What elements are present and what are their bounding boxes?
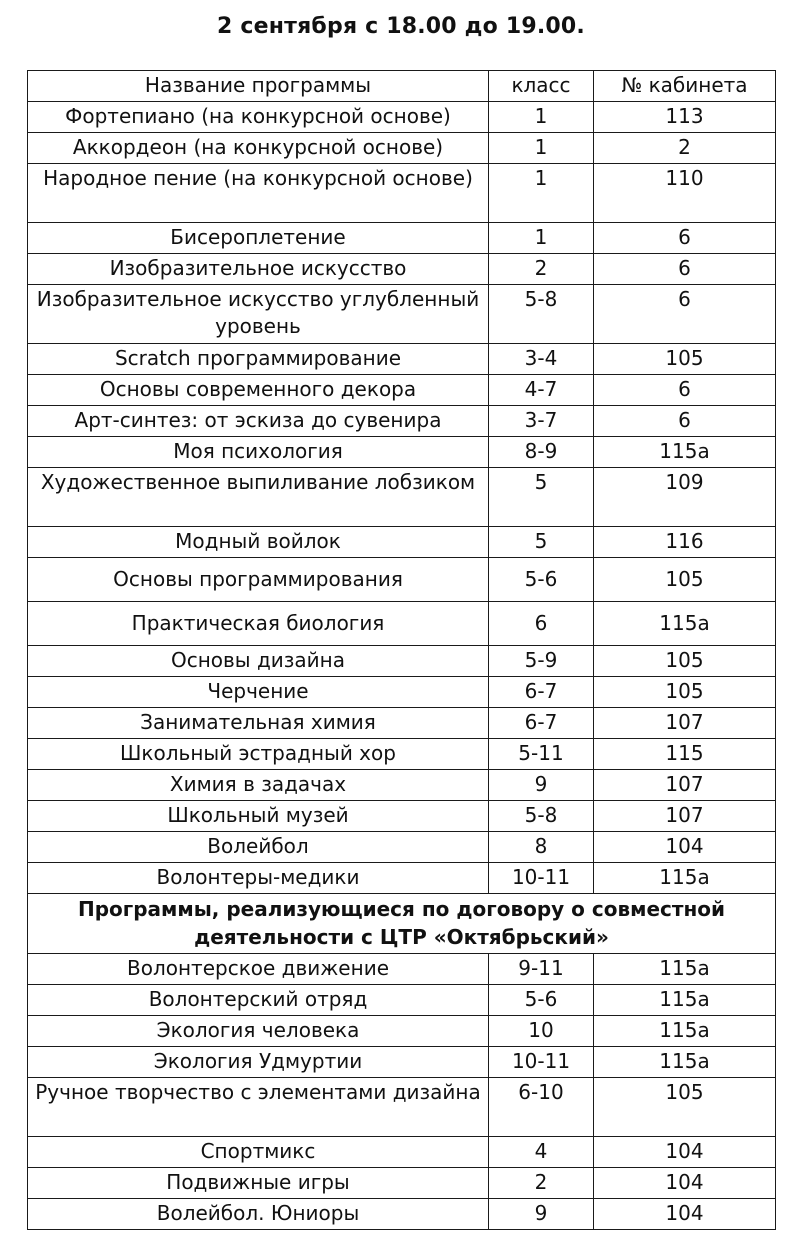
program-grade: 5 [489, 468, 594, 527]
header-room: № кабинета [594, 71, 776, 102]
program-name: Scratch программирование [28, 344, 489, 375]
table-row [28, 164, 776, 223]
program-room: 115а [594, 1016, 776, 1047]
program-room: 115а [594, 437, 776, 468]
header-program-name: Название программы [28, 71, 489, 102]
page-title: 2 сентября с 18.00 до 19.00. [217, 14, 585, 39]
program-grade: 9 [489, 1199, 594, 1230]
table-row [28, 863, 776, 894]
table-header-row [28, 71, 776, 102]
table-row [28, 527, 776, 558]
program-room: 107 [594, 708, 776, 739]
program-grade: 5-8 [489, 285, 594, 344]
program-name: Школьный музей [28, 801, 489, 832]
program-grade: 3-4 [489, 344, 594, 375]
program-grade: 1 [489, 164, 594, 223]
table-row [28, 602, 776, 646]
table-row [28, 646, 776, 677]
table-row [28, 677, 776, 708]
program-grade: 6-7 [489, 708, 594, 739]
program-grade: 6-7 [489, 677, 594, 708]
program-name: Ручное творчество с элементами дизайна [28, 1078, 489, 1137]
program-room: 105 [594, 1078, 776, 1137]
table-row [28, 223, 776, 254]
program-grade: 4 [489, 1137, 594, 1168]
program-grade: 5-6 [489, 558, 594, 602]
section-header-row [28, 894, 776, 954]
program-room: 107 [594, 770, 776, 801]
program-room: 105 [594, 558, 776, 602]
program-name: Модный войлок [28, 527, 489, 558]
program-grade: 2 [489, 1168, 594, 1199]
program-grade: 5-6 [489, 985, 594, 1016]
program-name: Аккордеон (на конкурсной основе) [28, 133, 489, 164]
program-grade: 2 [489, 254, 594, 285]
program-grade: 5-11 [489, 739, 594, 770]
program-name: Фортепиано (на конкурсной основе) [28, 102, 489, 133]
program-grade: 8 [489, 832, 594, 863]
program-name: Экология Удмуртии [28, 1047, 489, 1078]
program-room: 104 [594, 1137, 776, 1168]
table-row [28, 1199, 776, 1230]
program-room: 113 [594, 102, 776, 133]
program-name: Занимательная химия [28, 708, 489, 739]
table-row [28, 468, 776, 527]
program-name: Народное пение (на конкурсной основе) [28, 164, 489, 223]
program-name: Школьный эстрадный хор [28, 739, 489, 770]
program-room: 6 [594, 223, 776, 254]
program-name: Экология человека [28, 1016, 489, 1047]
program-name: Спортмикс [28, 1137, 489, 1168]
table-row [28, 801, 776, 832]
table-row [28, 1137, 776, 1168]
program-grade: 5 [489, 527, 594, 558]
program-name: Химия в задачах [28, 770, 489, 801]
program-grade: 3-7 [489, 406, 594, 437]
program-name: Художественное выпиливание лобзиком [28, 468, 489, 527]
program-grade: 1 [489, 102, 594, 133]
program-grade: 5-8 [489, 801, 594, 832]
schedule-table [27, 70, 776, 1230]
program-name: Основы современного декора [28, 375, 489, 406]
table-row [28, 1047, 776, 1078]
program-name: Практическая биология [28, 602, 489, 646]
program-room: 6 [594, 406, 776, 437]
program-room: 104 [594, 832, 776, 863]
program-grade: 9 [489, 770, 594, 801]
program-name: Волейбол. Юниоры [28, 1199, 489, 1230]
program-grade: 1 [489, 223, 594, 254]
table-row [28, 1016, 776, 1047]
table-row [28, 1168, 776, 1199]
program-name: Основы дизайна [28, 646, 489, 677]
program-grade: 1 [489, 133, 594, 164]
program-grade: 4-7 [489, 375, 594, 406]
program-room: 116 [594, 527, 776, 558]
program-name: Изобразительное искусство [28, 254, 489, 285]
program-room: 109 [594, 468, 776, 527]
table-row [28, 344, 776, 375]
program-name: Бисероплетение [28, 223, 489, 254]
program-name: Изобразительное искусство углубленный уровень [28, 285, 489, 344]
program-grade: 6-10 [489, 1078, 594, 1137]
program-name: Волонтерский отряд [28, 985, 489, 1016]
table-row [28, 558, 776, 602]
table-row [28, 985, 776, 1016]
table-row [28, 770, 776, 801]
header-grade: класс [489, 71, 594, 102]
table-row [28, 285, 776, 344]
program-name: Основы программирования [28, 558, 489, 602]
table-row [28, 406, 776, 437]
table-row [28, 954, 776, 985]
program-room: 6 [594, 285, 776, 344]
program-name: Черчение [28, 677, 489, 708]
program-grade: 5-9 [489, 646, 594, 677]
program-room: 104 [594, 1199, 776, 1230]
table-row [28, 102, 776, 133]
program-room: 107 [594, 801, 776, 832]
table-row [28, 437, 776, 468]
program-name: Подвижные игры [28, 1168, 489, 1199]
program-room: 115 [594, 739, 776, 770]
program-room: 6 [594, 375, 776, 406]
program-grade: 10-11 [489, 863, 594, 894]
program-grade: 10-11 [489, 1047, 594, 1078]
table-row [28, 254, 776, 285]
program-room: 6 [594, 254, 776, 285]
section-title: Программы, реализующиеся по договору о совместной деятельности с ЦТР «Октябрьский» [28, 894, 776, 954]
program-room: 115а [594, 863, 776, 894]
program-name: Моя психология [28, 437, 489, 468]
program-grade: 8-9 [489, 437, 594, 468]
table-row [28, 133, 776, 164]
program-room: 2 [594, 133, 776, 164]
program-room: 115а [594, 602, 776, 646]
program-grade: 9-11 [489, 954, 594, 985]
program-grade: 6 [489, 602, 594, 646]
program-grade: 10 [489, 1016, 594, 1047]
program-room: 104 [594, 1168, 776, 1199]
table-row [28, 739, 776, 770]
table-row [28, 375, 776, 406]
program-room: 110 [594, 164, 776, 223]
program-room: 105 [594, 677, 776, 708]
program-room: 105 [594, 344, 776, 375]
table-row [28, 832, 776, 863]
program-name: Арт-синтез: от эскиза до сувенира [28, 406, 489, 437]
program-room: 105 [594, 646, 776, 677]
program-room: 115а [594, 954, 776, 985]
table-row [28, 1078, 776, 1137]
program-name: Волонтерское движение [28, 954, 489, 985]
program-room: 115а [594, 1047, 776, 1078]
table-row [28, 708, 776, 739]
program-name: Волейбол [28, 832, 489, 863]
program-name: Волонтеры-медики [28, 863, 489, 894]
program-room: 115а [594, 985, 776, 1016]
